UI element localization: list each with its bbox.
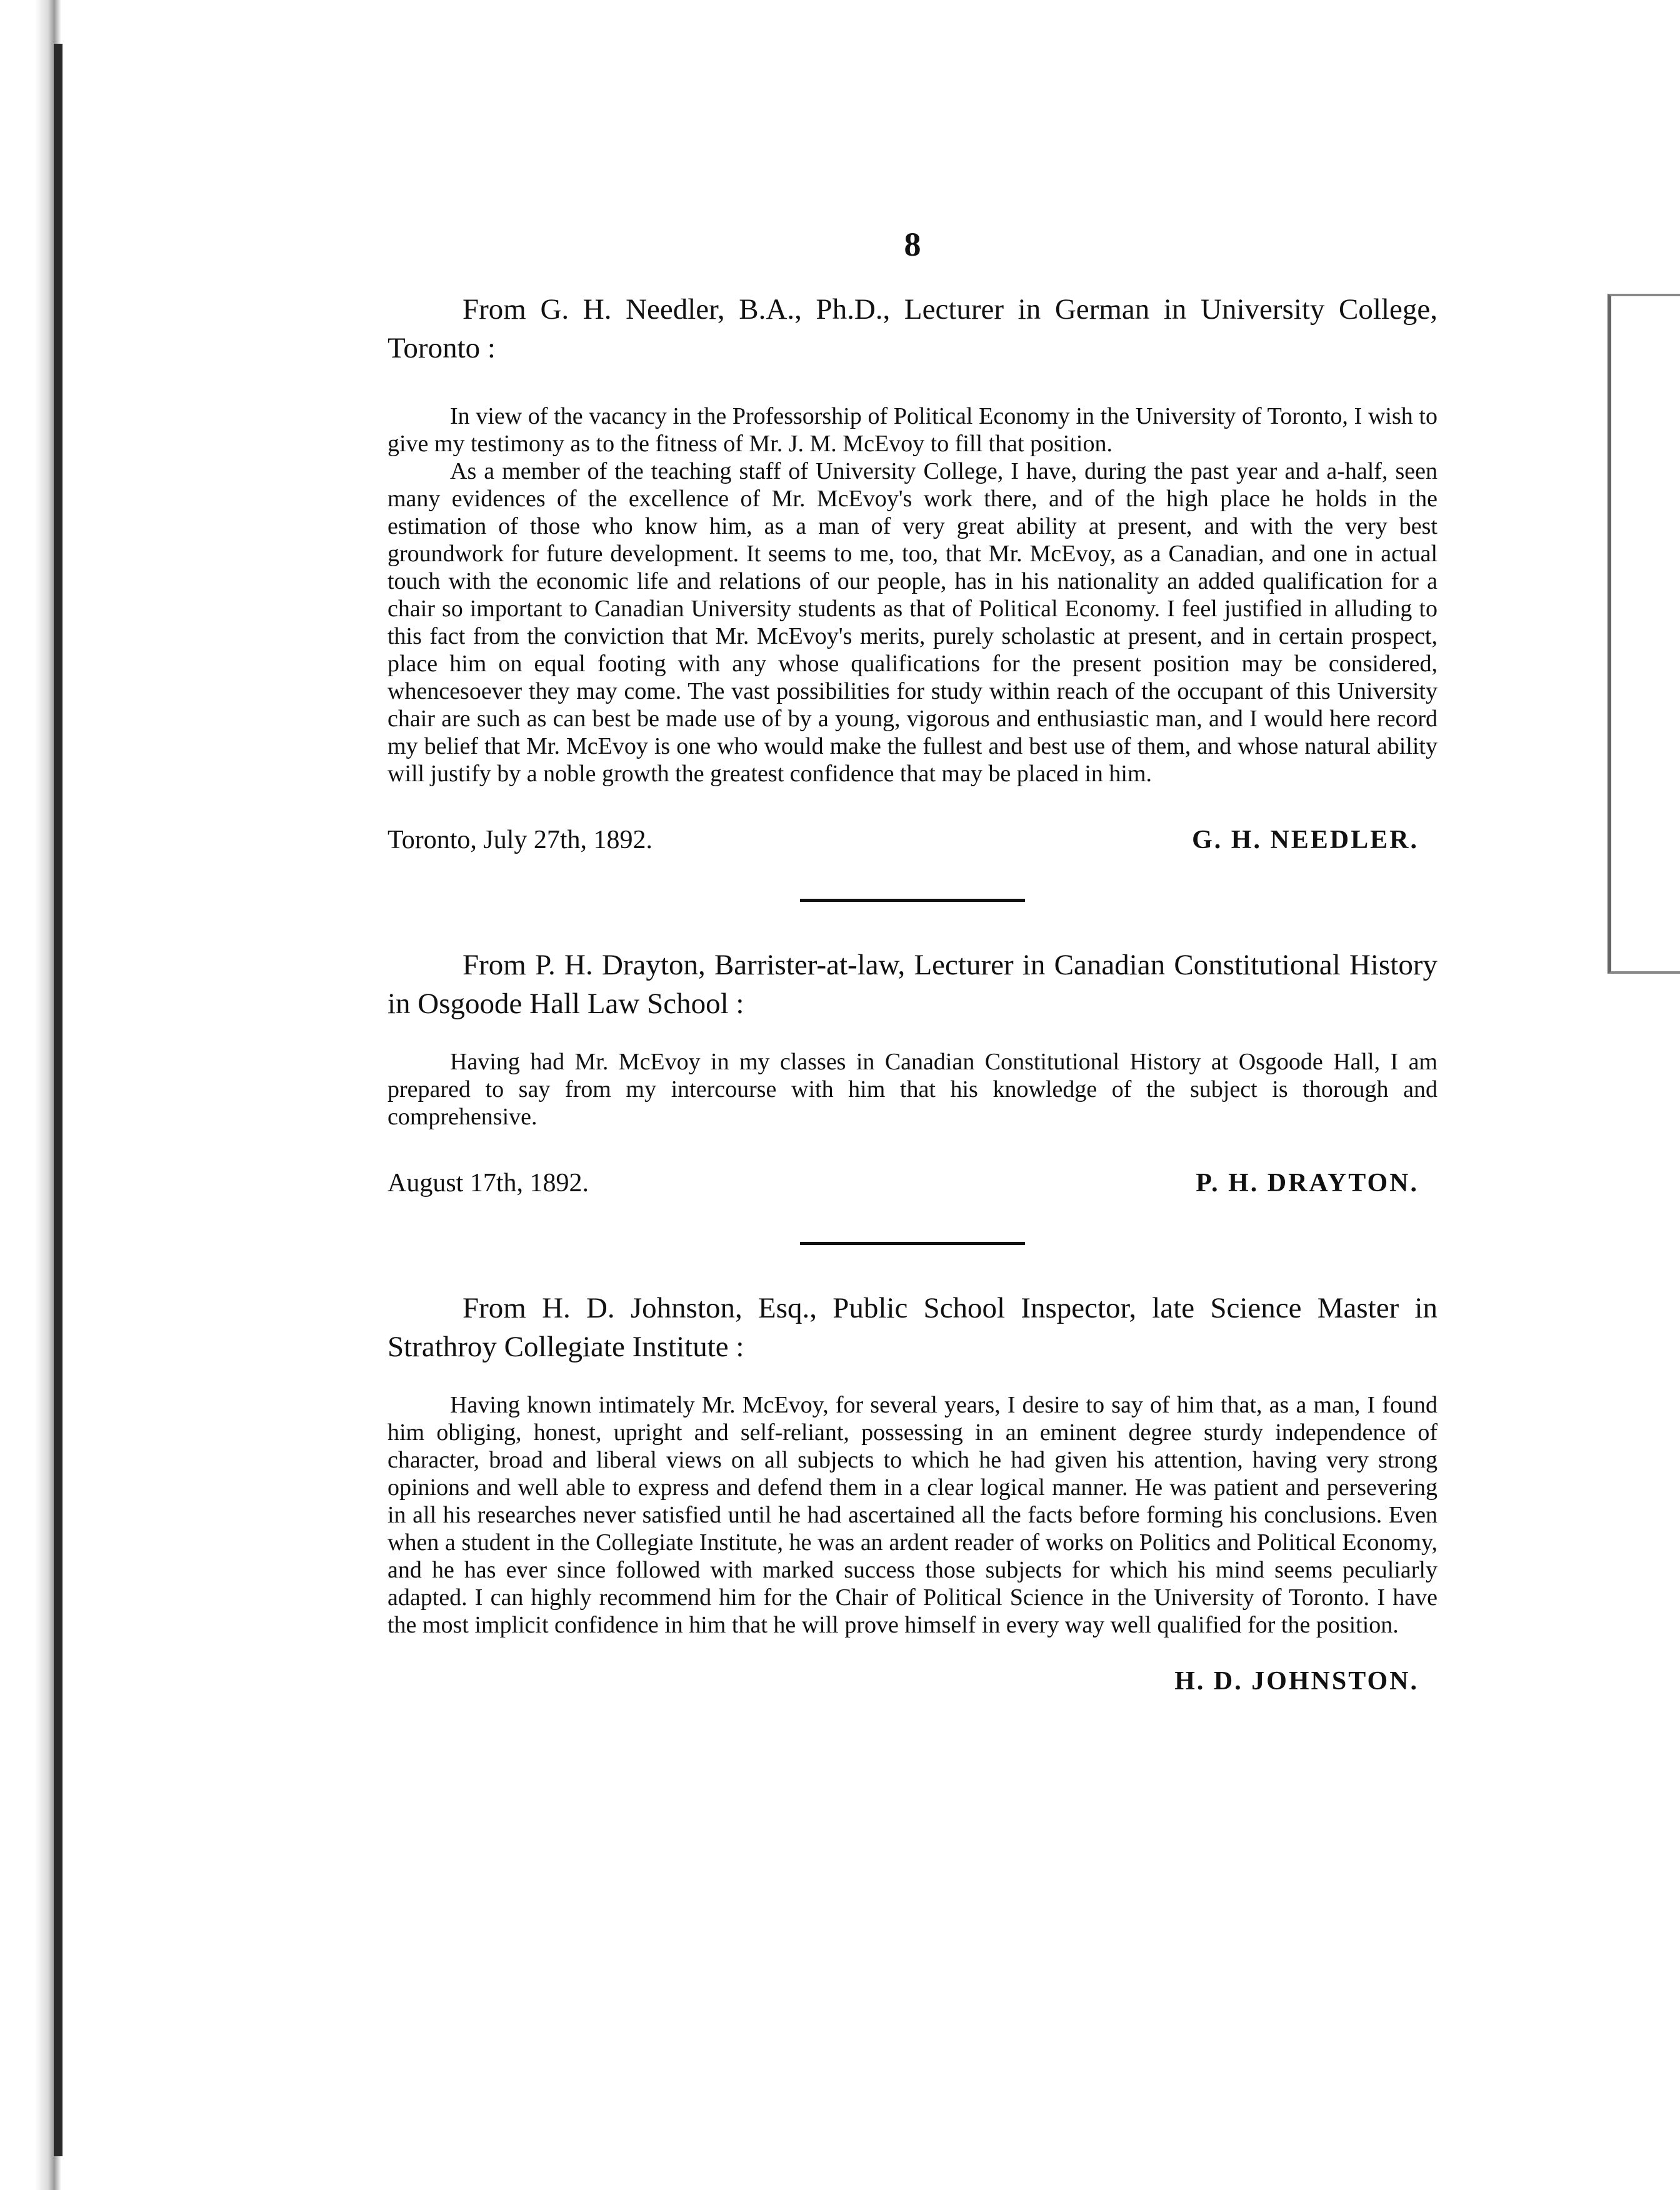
section-divider (800, 899, 1025, 902)
letter-heading: From P. H. Drayton, Barrister-at-law, Lecturer in Canadian Constitutional History in Osgoode Hall Law School : (388, 949, 1438, 1020)
signature: H. D. JOHNSTON. (1174, 1667, 1419, 1696)
place-date: August 17th, 1892. (388, 1169, 589, 1198)
document-page (388, 225, 1438, 1696)
letter-heading: From H. D. Johnston, Esq., Public School Inspector, late Science Master in Strathroy Collegiate Institute : (388, 1292, 1438, 1363)
page-tab-edge (1608, 294, 1680, 974)
scan-margin-shadow (0, 0, 88, 2190)
signature: P. H. DRAYTON. (1196, 1169, 1419, 1198)
letter-paragraph: Having had Mr. McEvoy in my classes in Canadian Constitutional History at Osgoode Hall, I am prepared to say from my intercourse with him that his knowledge of the subject is thorough and comprehensive. (388, 1049, 1438, 1130)
letter-drayton (388, 946, 1438, 1198)
letter-paragraph: As a member of the teaching staff of University College, I have, during the past year and a-half, seen many evidences of the excellence of Mr. McEvoy's work there, and of the high place he holds in the estimation of those who know him, as a man of very great ability at present, and with the very best groundwork for future development. It seems to me, too, that Mr. McEvoy, as a Canadian, and one in actual touch with the economic life and relations of our people, has in his nationality an added qualification for a chair so important to Canadian University students as that of Political Economy. I feel justified in alluding to this fact from the conviction that Mr. McEvoy's merits, purely scholastic at present, and in certain prospect, place him on equal footing with any whose qualifications for the present position may be considered, whencesoever they may come. The vast possibilities for study within reach of the occupant of this University chair are such as can best be made use of by a young, vigorous and enthusiastic man, and I would here record my belief that Mr. McEvoy is one who would make the fullest and best use of them, and whose natural ability will justify by a noble growth the greatest confidence that may be placed in him. (388, 458, 1438, 787)
letter-johnston (388, 1289, 1438, 1696)
page-number: 8 (904, 226, 921, 263)
letter-needler (388, 290, 1438, 855)
page-binding-edge (54, 44, 62, 2156)
signature-row (388, 1168, 1438, 1198)
letter-paragraph: In view of the vacancy in the Professorship of Political Economy in the University of Toronto, I wish to give my testimony as to the fitness of Mr. J. M. McEvoy to fill that position. (388, 403, 1438, 457)
place-date: Toronto, July 27th, 1892. (388, 826, 653, 854)
signature: G. H. NEEDLER. (1192, 826, 1419, 854)
section-divider (800, 1242, 1025, 1245)
letter-heading: From G. H. Needler, B.A., Ph.D., Lecturer in German in University College, Toronto : (388, 293, 1438, 364)
letter-paragraph: Having known intimately Mr. McEvoy, for several years, I desire to say of him that, as a man, I found him obliging, honest, upright and self-reliant, possessing in an eminent degree sturdy independence of character, broad and liberal views on all subjects to which he had given his attention, having very strong opinions and well able to express and defend them in a clear logical manner. He was patient and persevering in all his researches never satisfied until he had ascertained all the facts before forming his conclusions. Even when a student in the Collegiate Institute, he was an ardent reader of works on Politics and Political Economy, and he has ever since followed with marked success those subjects for which his mind seems peculiarly adapted. I can highly recommend him for the Chair of Political Science in the University of Toronto. I have the most implicit confidence in him that he will prove himself in every way well qualified for the position. (388, 1392, 1438, 1638)
signature-row (388, 825, 1438, 855)
